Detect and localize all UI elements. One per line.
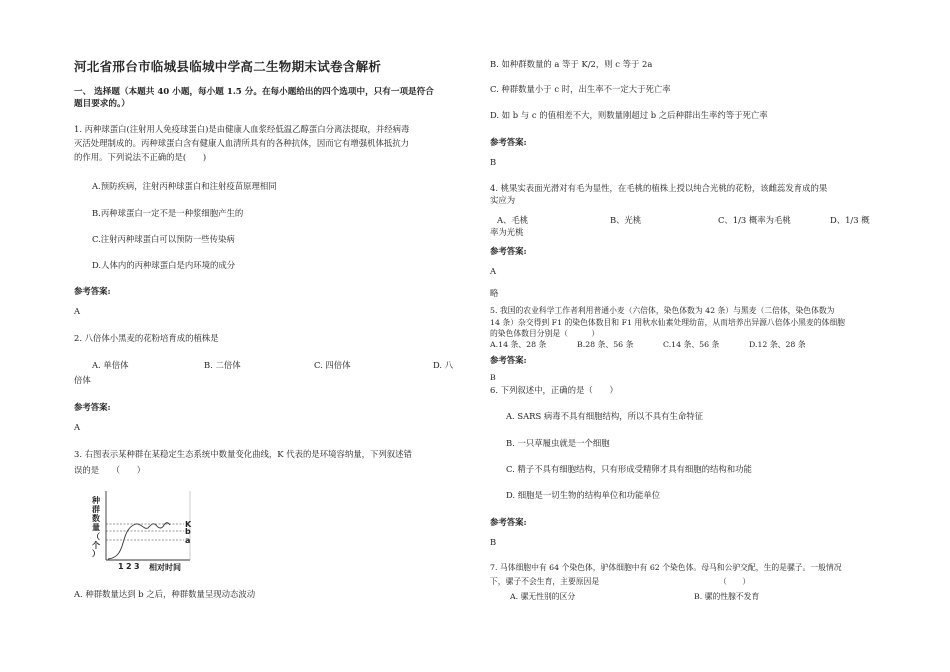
graph-xtick-2: 2 [126,562,132,571]
q4-explanation: 略 [490,288,499,298]
q3-option-d: D. 如 b 与 c 的值相差不大，则数量刚超过 b 之后种群出生率约等于死亡率 [490,110,768,120]
q5-option-c: C.14 条、56 条 [663,340,720,349]
q5-answer: B [490,373,496,382]
q6-option-b: B. 一只草履虫就是一个细胞 [506,438,610,448]
graph-ylabel-0: 种 [92,496,100,505]
q6-option-d: D. 细胞是一切生物的结构单位和功能单位 [506,490,661,500]
graph-ylabel-2: 数 [92,514,100,523]
q4-option-d: D、1/3 概 [830,215,870,225]
q5-option-a: A.14 条、28 条 [490,340,547,349]
q5-option-d: D.12 条、28 条 [749,340,806,349]
graph-xlabel: 相对时间 [149,563,181,572]
q2-option-a: A. 单倍体 [92,360,129,370]
section-heading-line1: 一、 选择题（本题共 40 小题，每小题 1.5 分。在每小题给出的四个选项中，只有一项是符合 [74,87,434,97]
q2-option-c: C. 四倍体 [314,360,351,370]
q1-stem-line1: 1. 丙种球蛋白(注射用人免疫球蛋白)是由健康人血浆经低温乙醇蛋白分离法提取，并经病毒 [74,124,410,134]
q1-stem-line2: 灭活处理制成的。丙种球蛋白含有健康人血清所具有的各种抗体，因而它有增强机体抵抗力 [74,138,409,148]
q3-option-c: C. 种群数量小于 c 时，出生率不一定大于死亡率 [490,84,671,94]
graph-b-mark: b [185,527,191,536]
graph-ylabel-6: ） [92,549,100,558]
q2-answer: A [74,422,81,432]
q2-option-d-cont: 倍体 [74,375,91,385]
q4-option-b: B、光桃 [610,215,642,225]
q2-option-d: D. 八 [433,360,454,370]
q7-option-b: B. 骡的性腺不发育 [694,592,760,601]
q5-option-b: B.28 条、56 条 [577,340,634,349]
q1-option-d: D.人体内的丙种球蛋白是内环境的成分 [92,260,236,270]
q3-stem-line2: 误的是 （ ） [74,465,146,475]
section-heading-line2: 题目要求的。） [74,99,130,109]
q6-stem: 6. 下列叙述中，正确的是（ ） [490,385,618,395]
q7-stem-line1: 7. 马体细胞中有 64 个染色体，驴体细胞中有 62 个染色体。母马和公驴交配，生的是骡子。一般情况 [490,563,842,572]
q6-answer: B [490,537,497,547]
q1-option-a: A.预防疾病，注射丙种球蛋白和注射疫苗原理相同 [92,181,277,191]
q4-option-a: A、毛桃 [497,215,529,225]
q3-answer: B [490,157,497,167]
graph-xtick-1: 1 [118,562,124,571]
graph-ylabel-3: 量 [92,523,100,532]
graph-a-mark: a [185,536,191,545]
q3-option-b: B. 如种群数量的 a 等于 K/2，则 c 等于 2a [490,59,653,69]
q4-option-d-cont: 率为光桃 [490,227,524,237]
q4-option-c: C、1/3 概率为毛桃 [718,215,791,225]
q4-stem-line2: 实应为 [490,195,516,205]
q3-answer-label: 参考答案: [490,137,527,147]
q1-option-c: C.注射丙种球蛋白可以预防一些传染病 [92,234,235,244]
graph-xtick-3: 3 [134,562,140,571]
q4-answer-label: 参考答案: [490,246,527,256]
q7-stem-line2: 下，骡子不会生育，主要原因是 [490,577,600,586]
graph-ylabel-4: （ [92,532,100,541]
graph-ylabel-1: 群 [92,505,100,514]
q5-stem-line3: 的染色体数目分别是（ ） [490,329,600,338]
q1-option-b: B.丙种球蛋白一定不是一种浆细胞产生的 [92,208,244,218]
q7-option-a: A. 骡无性别的区分 [510,592,576,601]
q5-stem-line1: 5. 我国的农业科学工作者利用普通小麦（六倍体，染色体数为 42 条）与黑麦（二倍体，染色体数为 [490,306,835,315]
q6-option-c: C. 精子不具有细胞结构，只有形成受精卵才具有细胞的结构和功能 [506,464,752,474]
q5-stem-line2: 14 条）杂交得到 F1 的染色体数目和 F1 用秋水仙素处理幼苗，从而培养出异源八倍体小黑麦的体细胞 [490,318,845,327]
q2-option-b: B. 二倍体 [204,360,241,370]
q3-option-a: A. 种群数量达到 b 之后，种群数量呈现动态波动 [74,589,256,599]
q3-stem-line1: 3. 右图表示某种群在某稳定生态系统中数量变化曲线，K 代表的是环境容纳量，下列叙述错 [74,449,412,459]
graph-ylabel-5: 个 [92,541,100,550]
q1-stem-line3: 的作用。下列说法不正确的是( ) [74,152,207,162]
population-curve-figure [92,488,193,574]
q6-option-a: A. SARS 病毒不具有细胞结构，所以不具有生命特征 [506,411,703,421]
q4-answer: A [490,266,497,276]
q1-answer: A [74,306,81,316]
q6-answer-label: 参考答案: [490,517,527,527]
q2-answer-label: 参考答案: [74,402,111,412]
q5-answer-label: 参考答案: [490,355,527,365]
q1-answer-label: 参考答案: [74,286,111,296]
q2-stem: 2. 八倍体小黑麦的花粉培育成的植株是 [74,333,219,343]
graph-k-mark: K [185,520,192,529]
page-title: 河北省邢台市临城县临城中学高二生物期末试卷含解析 [74,59,382,74]
q7-stem-line2-bracket: （ ） [719,577,751,586]
q4-stem-line1: 4. 桃果实表面光滑对有毛为显性，在毛桃的植株上授以纯合光桃的花粉，该雌蕊发育成的果 [490,183,828,193]
